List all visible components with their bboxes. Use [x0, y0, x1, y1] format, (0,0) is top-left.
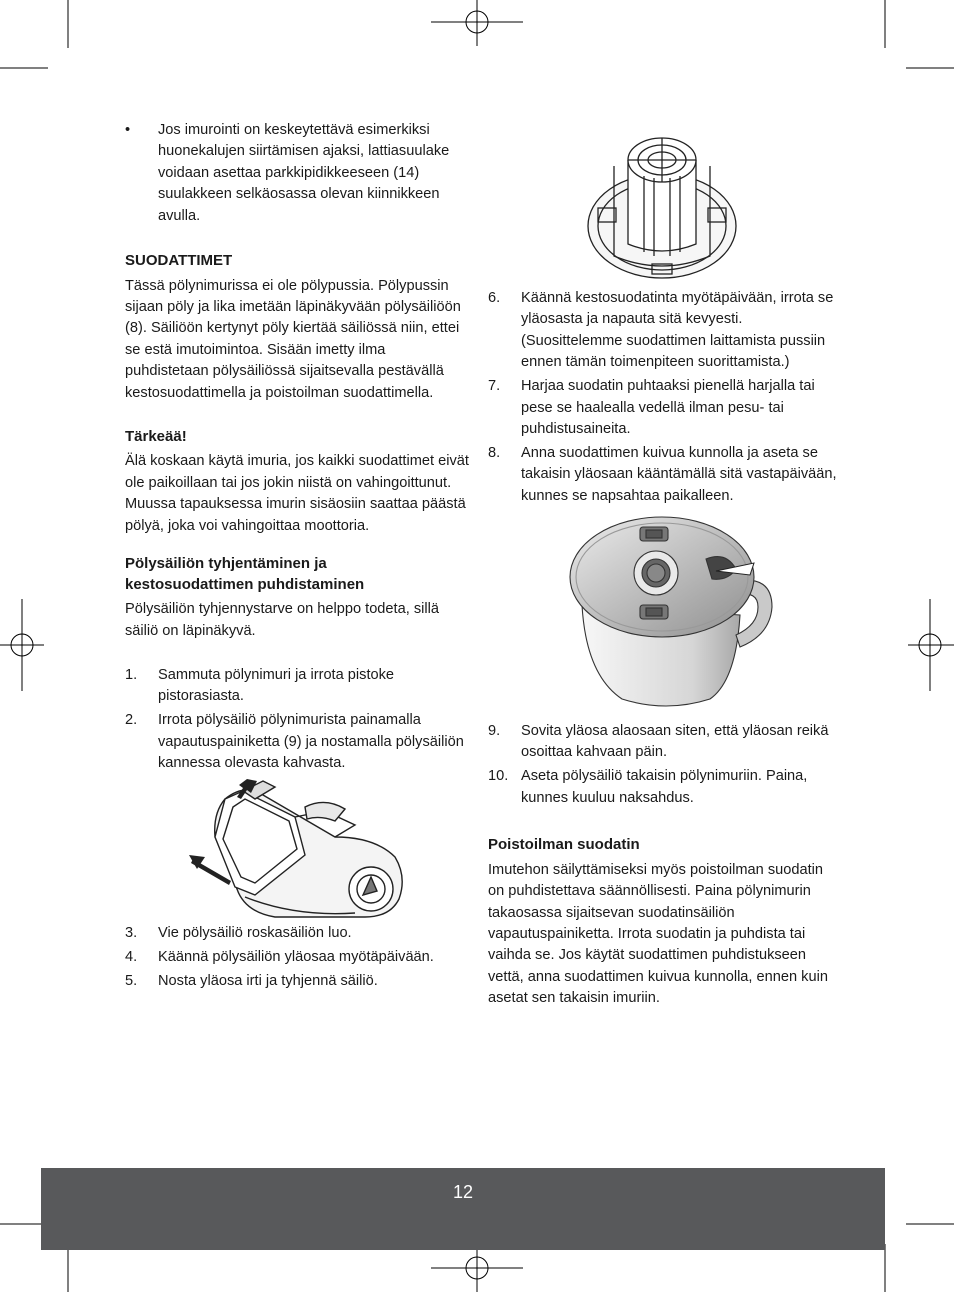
- list-item: [125, 665, 470, 708]
- bullet-icon: •: [125, 122, 131, 138]
- registration-mark-icon: [0, 599, 44, 691]
- heading-line: kestosuodattimen puhdistaminen: [125, 575, 365, 593]
- bullet-text: Jos imurointi on keskeytettävä esimerkiksi huonekalujen siirtämisen ajaksi, lattiasuulake voidaan asettaa parkkipidikkeeseen (14) suulakkeen selkäosassa olevan kiinnikkeen avulla.: [158, 122, 450, 224]
- section-heading-exhaust-filter: Poistoilman suodatin: [488, 836, 640, 854]
- list-item: [125, 710, 470, 774]
- list-item: [488, 443, 838, 507]
- step-number: 10.: [488, 768, 509, 785]
- step-number: 4.: [125, 948, 138, 965]
- bullet-item: [125, 120, 470, 227]
- step-list: [125, 923, 470, 992]
- list-item: [488, 766, 838, 809]
- section-heading-filters: SUODATTIMET: [125, 252, 233, 270]
- step-text: Harjaa suodatin puhtaaksi pienellä harjalla tai pese se haalealla vedellä ilman pesu- tai puhdistusaineita.: [521, 378, 815, 437]
- registration-mark-icon: [908, 599, 954, 691]
- page-number: 12: [452, 1182, 474, 1202]
- step-text: Käännä kestosuodatinta myötäpäivään, irrota se yläosasta ja napauta sitä kevyesti. (Suosittelemme suodattimen laittamista pussiin ennen tämän toimenpiteen suorittamista.): [521, 290, 834, 371]
- registration-mark-icon: [431, 1246, 523, 1292]
- page-footer: [41, 1168, 885, 1250]
- list-item: [125, 971, 470, 992]
- step-number: 1.: [125, 666, 138, 683]
- step-number: 5.: [125, 972, 138, 989]
- list-item: [125, 947, 470, 968]
- section-heading-emptying: [125, 554, 470, 595]
- heading-line: Pölysäiliön tyhjentäminen ja: [125, 555, 327, 573]
- step-number: 6.: [488, 290, 501, 306]
- filter-illustration: [584, 126, 740, 284]
- step-list: [125, 665, 470, 775]
- step-text: Sammuta pölynimuri ja irrota pistoke pistorasiasta.: [158, 666, 395, 705]
- step-list: [488, 721, 838, 809]
- filters-text: Tässä pölynimurissa ei ole pölypussia. Pölypussin sijaan pöly ja lika imetään läpinäkyvään pölysäiliöön (8). Säiliöön kertynyt pöly kiertää säiliössä niin, ettei se estä imutoimintoa. Sisään imetty ilma puhdistetaan pölysäiliössä sijaitsevalla pestävällä kestosuodattimella ja poistoilman suodattimella.: [125, 277, 461, 401]
- dust-container-illustration: [566, 515, 776, 711]
- section-heading-important: Tärkeää!: [125, 427, 187, 445]
- step-number: 3.: [125, 924, 138, 941]
- step-text: Vie pölysäiliö roskasäiliön luo.: [158, 924, 352, 941]
- list-item: [488, 288, 838, 374]
- list-item: [125, 923, 470, 944]
- step-text: Irrota pölysäiliö pölynimurista painamalla vapautuspainiketta (9) ja nostamalla pölysäiliön kannessa olevasta kahvasta.: [158, 712, 464, 772]
- important-text: Älä koskaan käytä imuria, jos kaikki suodattimet eivät ole paikoillaan tai jos jokin niistä on vahingoittunut. Muussa tapauksessa imurin sisäosiin saattaa päästä pölyä, joka voi vahingoittaa moottoria.: [125, 453, 469, 534]
- step-text: Aseta pölysäiliö takaisin pölynimuriin. Paina, kunnes kuuluu naksahdus.: [521, 768, 808, 806]
- emptying-text: Pölysäiliön tyhjennystarve on helppo todeta, sillä säiliö on läpinäkyvä.: [125, 601, 439, 639]
- step-list: [488, 288, 838, 507]
- step-number: 7.: [488, 378, 501, 395]
- step-text: Nosta yläosa irti ja tyhjennä säiliö.: [158, 972, 378, 989]
- left-column: [125, 120, 470, 995]
- step-text: Käännä pölysäiliön yläosaa myötäpäivään.: [158, 948, 434, 965]
- step-number: 2.: [125, 712, 138, 729]
- step-number: 9.: [488, 723, 501, 740]
- right-column: [488, 126, 838, 1010]
- exhaust-filter-text: Imutehon säilyttämiseksi myös poistoilman suodatin on puhdistettava säännöllisesti. Paina pölynimurin takaosassa sijaitsevan suodatinsäiliön vapautuspainiketta. Irrota suodatin ja puhdista tai vaihda se. Jos käytät suodattimen puhdistukseen vettä, anna suodattimen kuivua kunnolla, ennen kuin asetat sen takaisin imuriin.: [488, 861, 828, 1007]
- list-item: [488, 376, 838, 440]
- registration-mark-icon: [431, 0, 523, 46]
- vacuum-illustration: [185, 777, 411, 921]
- step-number: 8.: [488, 444, 501, 461]
- list-item: [488, 721, 838, 764]
- step-text: Sovita yläosa alaosaan siten, että yläosan reikä osoittaa kahvaan päin.: [521, 723, 829, 761]
- step-text: Anna suodattimen kuivua kunnolla ja aseta se takaisin yläosaan kääntämällä sitä vastapäivään, kunnes se napsahtaa paikalleen.: [521, 444, 837, 504]
